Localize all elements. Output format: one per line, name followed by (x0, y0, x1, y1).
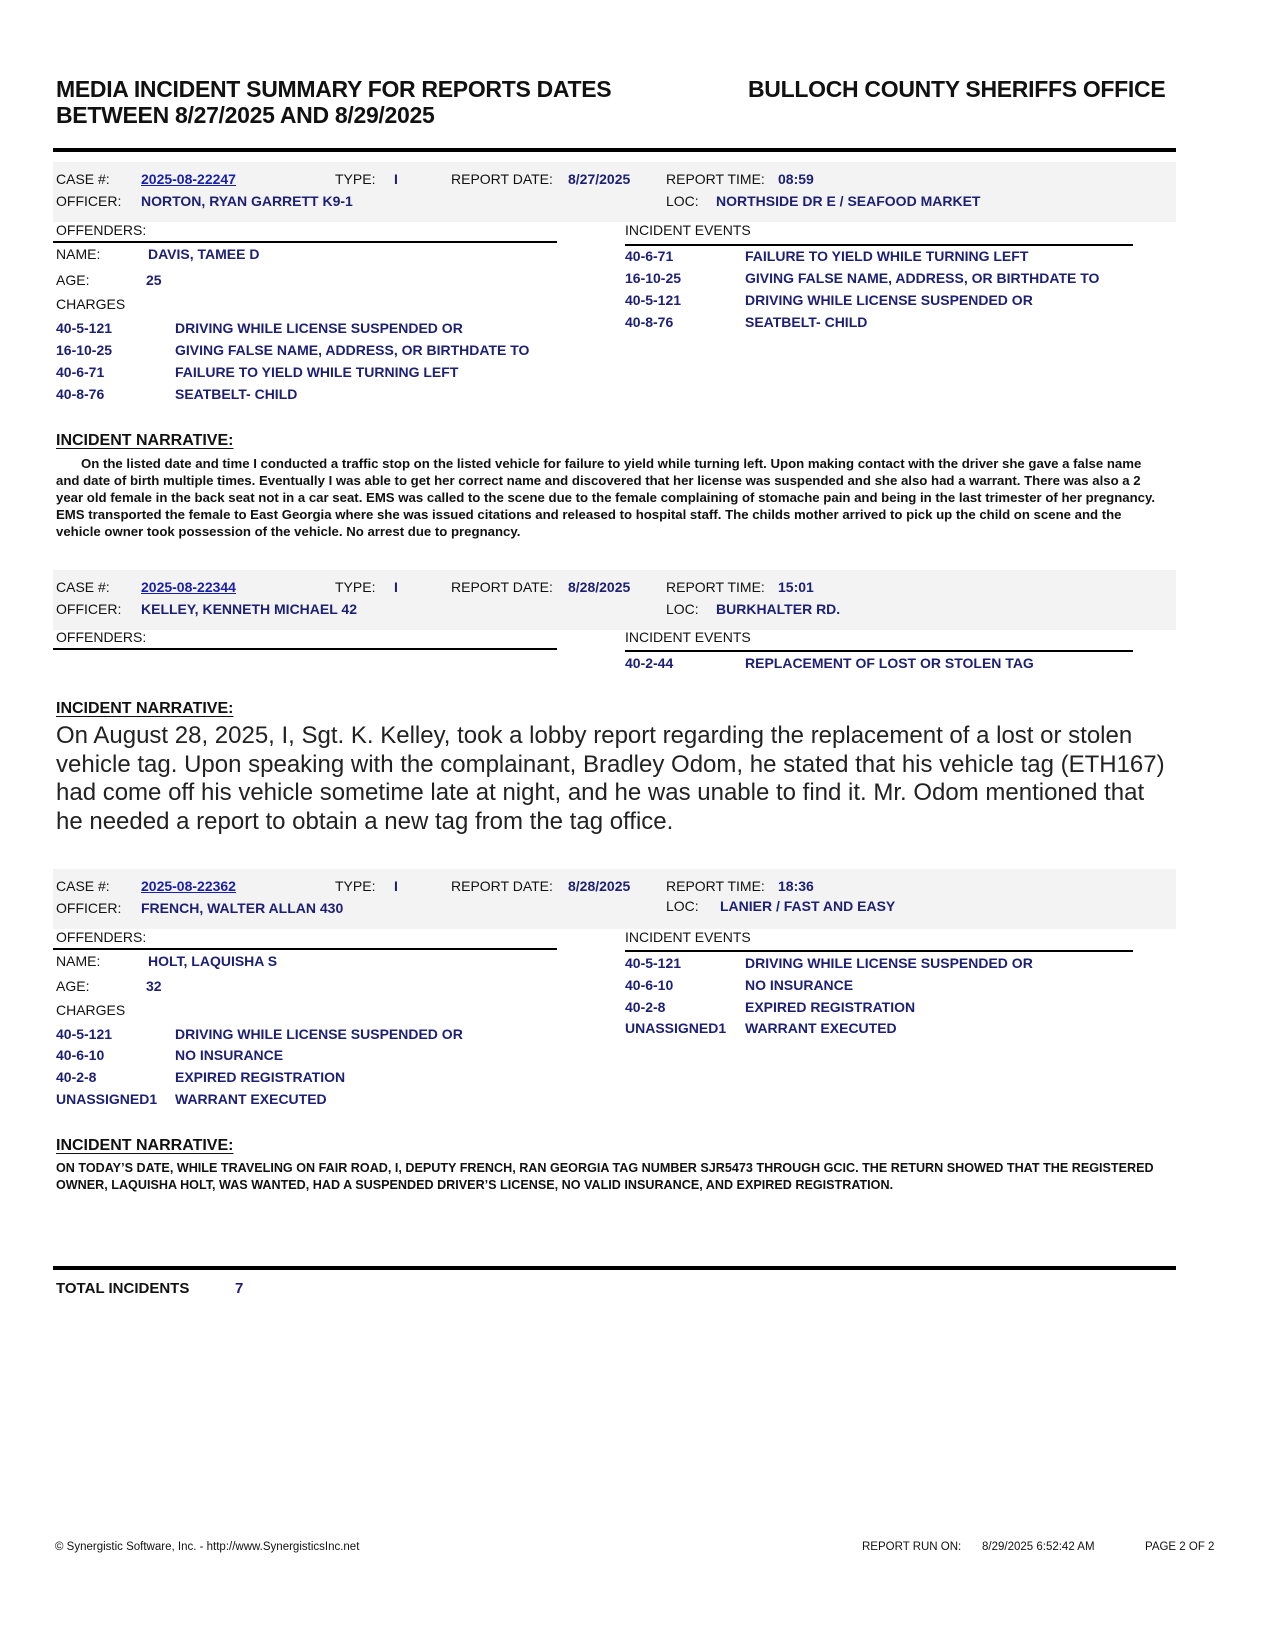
offender-name-value: HOLT, LAQUISHA S (148, 953, 278, 969)
report-title-line2: BETWEEN 8/27/2025 AND 8/29/2025 (56, 102, 435, 128)
case-number-link[interactable]: 2025-08-22344 (141, 579, 236, 595)
case-number-link[interactable]: 2025-08-22247 (141, 171, 236, 187)
charge-code: 40-5-121 (56, 1026, 113, 1042)
offender-age-value: 32 (146, 978, 162, 994)
type-label: TYPE: (335, 878, 376, 894)
officer-label: OFFICER: (56, 193, 122, 209)
loc-value: NORTHSIDE DR E / SEAFOOD MARKET (716, 193, 981, 209)
incident-events-divider (625, 950, 1133, 952)
offender-name-label: NAME: (56, 246, 101, 262)
offenders-divider (53, 948, 557, 950)
narrative-heading: INCIDENT NARRATIVE: (56, 1137, 234, 1154)
loc-label: LOC: (666, 601, 699, 617)
report-time-value: 18:36 (778, 878, 814, 894)
loc-value: BURKHALTER RD. (716, 601, 841, 617)
report-time-value: 15:01 (778, 579, 814, 595)
event-desc: EXPIRED REGISTRATION (745, 999, 916, 1015)
report-title-line1: MEDIA INCIDENT SUMMARY FOR REPORTS DATES (56, 76, 612, 102)
total-incidents-label: TOTAL INCIDENTS (56, 1280, 190, 1297)
event-desc: DRIVING WHILE LICENSE SUSPENDED OR (745, 955, 1033, 971)
charge-desc: EXPIRED REGISTRATION (175, 1069, 346, 1085)
page-number: PAGE 2 OF 2 (1145, 1541, 1215, 1553)
charge-desc: FAILURE TO YIELD WHILE TURNING LEFT (175, 364, 459, 380)
event-desc: NO INSURANCE (745, 977, 854, 993)
type-value: I (394, 171, 398, 187)
offenders-label: OFFENDERS: (56, 929, 147, 945)
event-desc: GIVING FALSE NAME, ADDRESS, OR BIRTHDATE TO (745, 270, 1100, 286)
loc-label: LOC: (666, 193, 699, 209)
offenders-label: OFFENDERS: (56, 629, 147, 645)
event-code: 40-2-8 (625, 999, 666, 1015)
agency-name: BULLOCH COUNTY SHERIFFS OFFICE (748, 76, 1166, 102)
loc-value: LANIER / FAST AND EASY (720, 898, 896, 914)
narrative-text: ON TODAY’S DATE, WHILE TRAVELING ON FAIR ROAD, I, DEPUTY FRENCH, RAN GEORGIA TAG NUMBER SJR5473 THROUGH GCIC. THE RETURN SHOWED THAT THE REGISTERED OWNER, LAQUISHA HOLT, WAS WANTED, HAD A SUSPENDED DRIVER’S LICENSE, NO VALID INSURANCE, AND EXPIRED REGISTRATION. (56, 1161, 1154, 1192)
incident-events-label: INCIDENT EVENTS (625, 929, 751, 945)
event-desc: FAILURE TO YIELD WHILE TURNING LEFT (745, 248, 1029, 264)
event-code: 40-8-76 (625, 314, 674, 330)
header-divider (53, 148, 1176, 152)
charge-code: 40-2-8 (56, 1069, 97, 1085)
case-label: CASE #: (56, 171, 110, 187)
officer-value: FRENCH, WALTER ALLAN 430 (141, 900, 344, 916)
loc-label: LOC: (666, 898, 699, 914)
event-desc: REPLACEMENT OF LOST OR STOLEN TAG (745, 655, 1034, 671)
report-time-label: REPORT TIME: (666, 878, 765, 894)
narrative-text: On August 28, 2025, I, Sgt. K. Kelley, took a lobby report regarding the replacement of a lost or stolen vehicle tag. Upon speaking with the complainant, Bradley Odom, he stated that his vehicle tag (ETH167) had come off his vehicle sometime late at night, and he was unable to find it. Mr. Odom mentioned that he needed a report to obtain a new tag from the tag office. (56, 722, 1165, 835)
event-code: 16-10-25 (625, 270, 682, 286)
charge-desc: WARRANT EXECUTED (175, 1091, 327, 1107)
report-date-value: 8/27/2025 (568, 171, 631, 187)
event-code: 40-6-71 (625, 248, 674, 264)
charge-code: 40-6-10 (56, 1047, 105, 1063)
event-desc: WARRANT EXECUTED (745, 1020, 897, 1036)
report-date-value: 8/28/2025 (568, 579, 631, 595)
officer-label: OFFICER: (56, 601, 122, 617)
officer-value: NORTON, RYAN GARRETT K9-1 (141, 193, 353, 209)
total-divider (53, 1266, 1176, 1270)
report-time-label: REPORT TIME: (666, 579, 765, 595)
incident-events-divider (625, 244, 1133, 246)
event-code: 40-5-121 (625, 955, 682, 971)
offender-name-value: DAVIS, TAMEE D (148, 246, 260, 262)
type-label: TYPE: (335, 579, 376, 595)
officer-label: OFFICER: (56, 900, 122, 916)
narrative-heading: INCIDENT NARRATIVE: (56, 432, 234, 449)
narrative-heading: INCIDENT NARRATIVE: (56, 700, 234, 717)
report-time-label: REPORT TIME: (666, 171, 765, 187)
case-label: CASE #: (56, 579, 110, 595)
footer-copyright: © Synergistic Software, Inc. - http://www.SynergisticsInc.net (55, 1541, 360, 1553)
event-code: UNASSIGNED1 (625, 1020, 727, 1036)
charges-label: CHARGES (56, 296, 126, 312)
type-label: TYPE: (335, 171, 376, 187)
offenders-divider (53, 648, 557, 650)
total-incidents-value: 7 (235, 1280, 244, 1297)
incident-events-divider (625, 650, 1133, 652)
charge-code: 40-5-121 (56, 320, 113, 336)
charge-code: 16-10-25 (56, 342, 113, 358)
report-time-value: 08:59 (778, 171, 814, 187)
event-code: 40-6-10 (625, 977, 674, 993)
charge-desc: DRIVING WHILE LICENSE SUSPENDED OR (175, 1026, 463, 1042)
offender-age-label: AGE: (56, 272, 90, 288)
report-run-label: REPORT RUN ON: (862, 1541, 962, 1553)
report-date-label: REPORT DATE: (451, 579, 553, 595)
case-number-link[interactable]: 2025-08-22362 (141, 878, 236, 894)
type-value: I (394, 878, 398, 894)
event-desc: SEATBELT- CHILD (745, 314, 868, 330)
report-date-label: REPORT DATE: (451, 878, 553, 894)
offenders-divider (53, 241, 557, 243)
report-date-value: 8/28/2025 (568, 878, 631, 894)
case-label: CASE #: (56, 878, 110, 894)
charge-desc: NO INSURANCE (175, 1047, 284, 1063)
report-run-value: 8/29/2025 6:52:42 AM (982, 1541, 1095, 1553)
charges-label: CHARGES (56, 1002, 126, 1018)
officer-value: KELLEY, KENNETH MICHAEL 42 (141, 601, 357, 617)
narrative-text: On the listed date and time I conducted a traffic stop on the listed vehicle for failure to yield while turning left. Upon making contact with the driver she gave a false name and date of birth multiple times. Eventually I was able to get her correct name and discovered that her license was suspended and she also had a warrant. There was also a 2 year old female in the back seat not in a car seat. EMS was called to the scene due to the female complaining of stomache pain and being in the last trimester of her pregnancy. EMS transported the female to East Georgia where she was issued citations and released to hospital staff. The childs mother arrived to pick up the child on scene and the vehicle owner took possession of the vehicle. No arrest due to pregnancy. (56, 456, 1156, 539)
charge-code: 40-8-76 (56, 386, 105, 402)
event-desc: DRIVING WHILE LICENSE SUSPENDED OR (745, 292, 1033, 308)
offender-name-label: NAME: (56, 953, 101, 969)
offenders-label: OFFENDERS: (56, 222, 147, 238)
incident-events-label: INCIDENT EVENTS (625, 222, 751, 238)
event-code: 40-5-121 (625, 292, 682, 308)
incident-events-label: INCIDENT EVENTS (625, 629, 751, 645)
charge-desc: GIVING FALSE NAME, ADDRESS, OR BIRTHDATE TO (175, 342, 530, 358)
report-date-label: REPORT DATE: (451, 171, 553, 187)
charge-desc: DRIVING WHILE LICENSE SUSPENDED OR (175, 320, 463, 336)
charge-code: 40-6-71 (56, 364, 105, 380)
charge-code: UNASSIGNED1 (56, 1091, 158, 1107)
type-value: I (394, 579, 398, 595)
report-title (56, 76, 611, 128)
offender-age-label: AGE: (56, 978, 90, 994)
offender-age-value: 25 (146, 272, 162, 288)
charge-desc: SEATBELT- CHILD (175, 386, 298, 402)
event-code: 40-2-44 (625, 655, 674, 671)
